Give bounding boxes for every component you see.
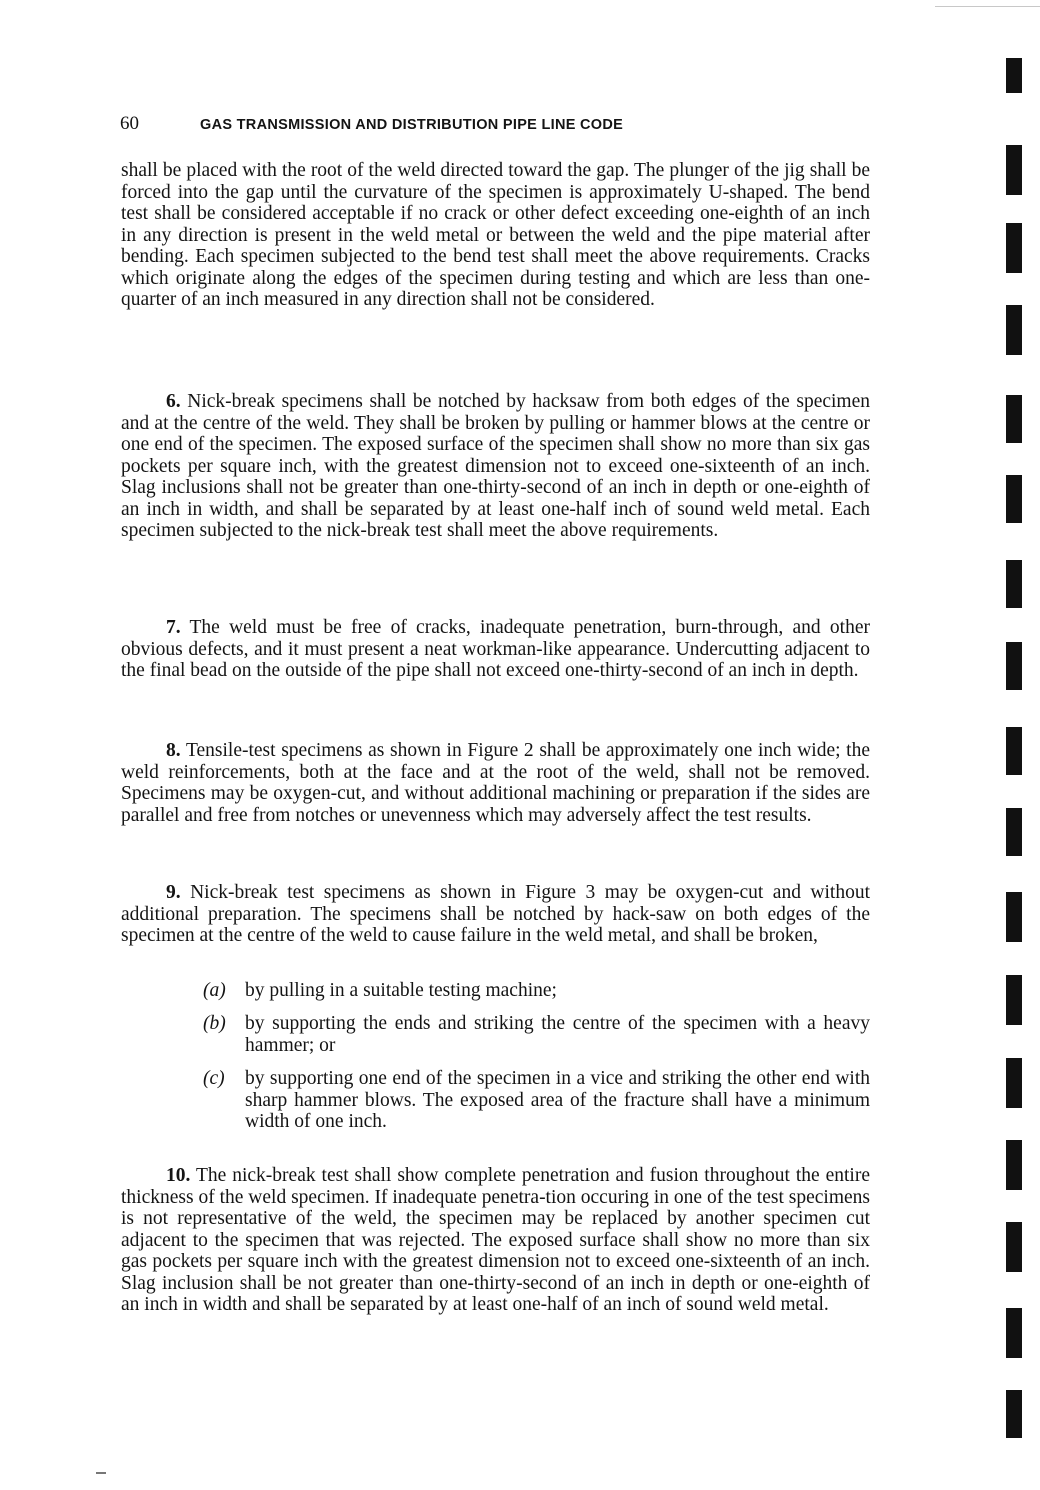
revision-bar [1006,1140,1022,1190]
continuation-paragraph [121,160,870,311]
paragraph-8 [121,740,870,826]
list-item-text: by supporting one end of the specimen in a vice and striking the other end with sharp hammer blows. The exposed area of the fracture shall have a minimum width of one inch. [245,1068,870,1132]
list-marker: (c) [203,1068,225,1089]
running-head: GAS TRANSMISSION AND DISTRIBUTION PIPE LINE CODE [200,117,624,133]
revision-bar [1006,58,1022,93]
revision-bar [1006,475,1022,523]
revision-bar [1006,727,1022,775]
scan-edge-line [935,6,1040,7]
page-header [120,112,870,136]
paragraph-text: Nick-break test specimens as shown in Figure 3 may be oxygen-cut and without additional preparation. The specimens shall be notched by hack-saw on both edges of the specimen at the centre of the weld to cause failure in the weld metal, and shall be broken, [121,882,871,946]
paragraph-number: 7. [166,617,181,638]
list-item-c [203,1068,870,1133]
page-number: 60 [120,113,139,134]
revision-bar [1006,305,1022,355]
paragraph-number: 10. [166,1165,191,1186]
paragraph-text: The nick-break test shall show complete penetration and fusion throughout the entire thickness of the weld specimen. If inadequate penetra-tion occuring in one of the test specimens is not representative of the weld, the specimen may be replaced by another specimen cut adjacent to the specimen that was rejected. The exposed surface shall show no more than six gas pockets per square inch with the greatest dimension not to exceed one-sixteenth of an inch. Slag inclusion shall be not greater than one-thirty-second of an inch in depth or one-eighth of an inch in width and shall be separated by at least one-half of an inch of sound weld metal. [121,1165,870,1315]
paragraph-number: 9. [166,882,181,903]
paragraph-text: Tensile-test specimens as shown in Figure 2 shall be approximately one inch wide; the weld reinforcements, both at the face and at the root of the weld, shall not be removed. Specimens may be oxygen-cut, and without additional machining or preparation if the sides are parallel and free from notches or unevenness which may adversely affect the test results. [121,740,870,826]
revision-bar [1006,642,1022,690]
revision-bar [1006,1058,1022,1108]
paragraph-text: shall be placed with the root of the weld directed toward the gap. The plunger of the jig shall be forced into the gap until the curvature of the specimen is approximately U-shaped. The bend test shall be considered acceptable if no crack or other defect exceeding one-eighth of an inch in any direction is present in the weld metal or between the weld and the pipe material after bending. Each specimen subjected to the bend test shall meet the above requirements. Cracks which originate along the edges of the specimen during testing and which are less than one-quarter of an inch measured in any direction shall not be considered. [121,160,870,310]
revision-bar [1006,223,1022,273]
list-marker: (a) [203,980,226,1001]
list-item-b [203,1013,870,1056]
revision-bar [1006,145,1022,195]
revision-bar [1006,560,1022,608]
paragraph-6 [121,391,870,542]
revision-bar [1006,1222,1022,1272]
paragraph-9 [121,882,870,947]
revision-bar [1006,1308,1022,1358]
paragraph-text: Nick-break specimens shall be notched by hacksaw from both edges of the specimen and at the centre of the weld. They shall be broken by pulling or hammer blows at the centre or one end of the specimen. The exposed surface of the specimen shall show no more than six gas pockets per square inch, with the greatest dimension not to exceed one-sixteenth of an inch. Slag inclusions shall not be greater than one-thirty-second of an inch in depth or one-eighth of an inch in width, and shall be separated by at least one-half inch of sound weld metal. Each specimen subjected to the nick-break test shall meet the above requirements. [121,391,870,541]
paragraph-7 [121,617,870,682]
list-marker: (b) [203,1013,226,1034]
revision-bar [1006,975,1022,1025]
revision-bar [1006,892,1022,942]
paragraph-number: 8. [166,740,181,761]
paragraph-number: 6. [166,391,181,412]
paragraph-text: The weld must be free of cracks, inadequate penetration, burn-through, and other obvious defects, and it must present a neat workman-like appearance. Undercutting adjacent to the final bead on the outside of the pipe shall not exceed one-thirty-second of an inch in depth. [121,617,870,681]
list-item-a [203,980,870,1002]
paragraph-10 [121,1165,870,1316]
scan-speck [96,1472,106,1474]
list-item-text: by supporting the ends and striking the centre of the specimen with a heavy hammer; or [245,1013,870,1056]
list-item-text: by pulling in a suitable testing machine; [245,980,557,1001]
revision-bar [1006,808,1022,856]
revision-bar [1006,395,1022,443]
revision-bar [1006,1390,1022,1438]
